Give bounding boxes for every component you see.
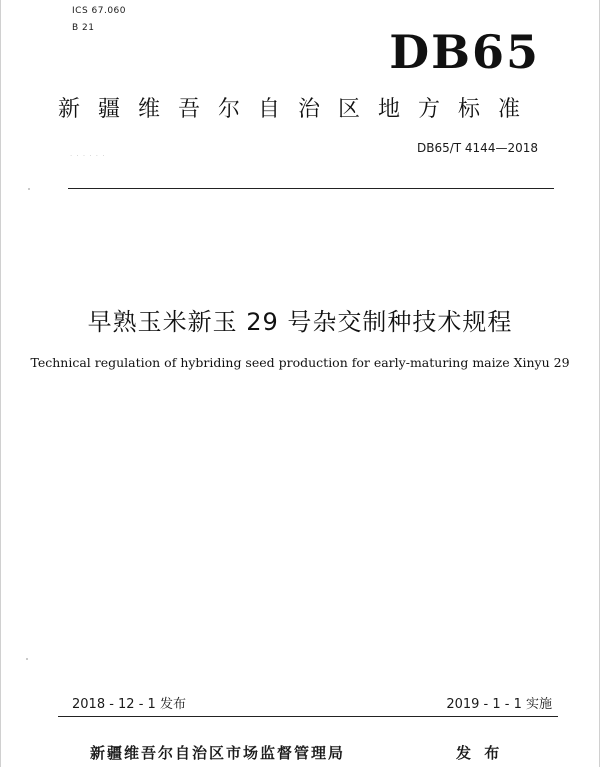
- title-english: Technical regulation of hybriding seed production for early-maturing maize Xinyu 29: [30, 355, 570, 370]
- issue-date: 2018 - 12 - 1 发布: [72, 697, 186, 712]
- publish-label: 发 布: [456, 744, 504, 762]
- footer-rule: [58, 716, 558, 717]
- header-rule: [68, 188, 554, 189]
- page-edge-left: [0, 0, 1, 767]
- title-chinese: 早熟玉米新玉 29 号杂交制种技术规程: [87, 308, 513, 336]
- standard-type: 新疆维吾尔自治区地方标准: [58, 97, 539, 122]
- scan-speck: [26, 658, 28, 660]
- ics-code: ICS 67.060: [72, 6, 127, 16]
- scan-speck: [28, 188, 30, 190]
- ccs-code: B 21: [72, 23, 95, 33]
- implement-date: 2019 - 1 - 1 实施: [446, 697, 552, 712]
- standard-number: DB65/T 4144—2018: [416, 141, 538, 155]
- standard-mark: DB65: [389, 25, 540, 79]
- issuing-authority: 新疆维吾尔自治区市场监督管理局: [90, 744, 346, 762]
- scan-artifact: · · · · · ·: [70, 152, 106, 160]
